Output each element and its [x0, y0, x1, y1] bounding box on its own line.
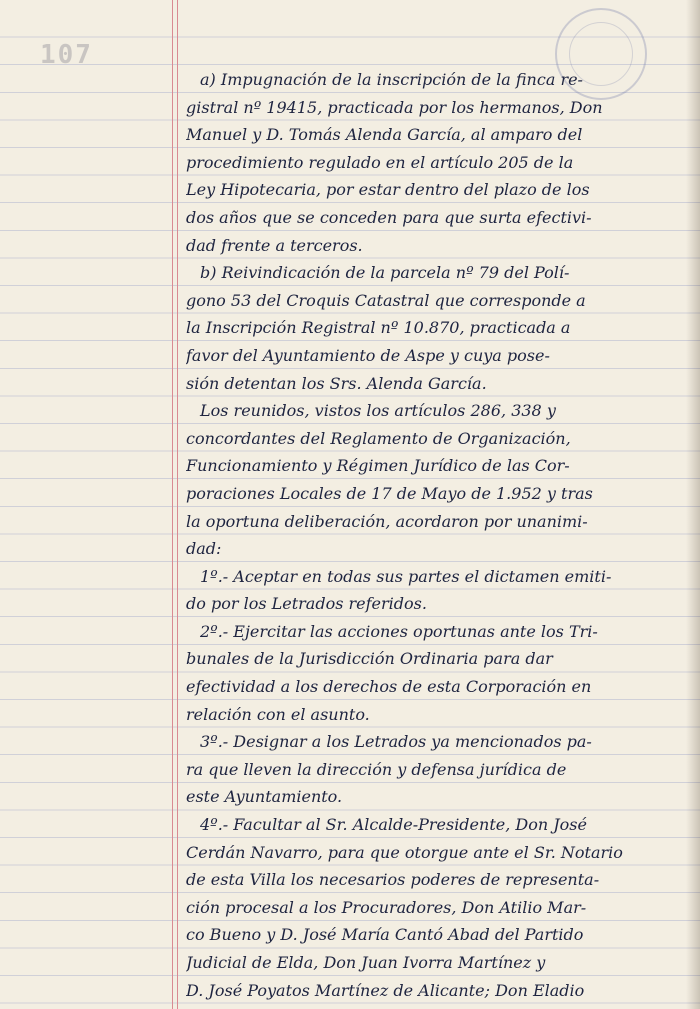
text-line: la oportuna deliberación, acordaron por unanimi-	[186, 511, 588, 531]
text-line: dad frente a terceros.	[186, 235, 363, 255]
text-line: do por los Letrados referidos.	[186, 594, 427, 614]
text-line: b) Reivindicación de la parcela nº 79 del Polí-	[200, 263, 570, 283]
text-line: de esta Villa los necesarios poderes de representa-	[186, 870, 600, 890]
text-line: 1º.- Aceptar en todas sus partes el dictamen emiti-	[200, 566, 612, 586]
text-line: Funcionamiento y Régimen Jurídico de las Cor-	[186, 456, 570, 476]
text-line: la Inscripción Registral nº 10.870, practicada a	[186, 318, 571, 338]
text-line: 3º.- Designar a los Letrados ya mencionados pa-	[200, 732, 592, 752]
handwritten-text-body	[186, 66, 676, 1004]
text-line: 2º.- Ejercitar las acciones oportunas ante los Tri-	[200, 621, 598, 641]
text-line: gistral nº 19415, practicada por los hermanos, Don	[186, 97, 603, 117]
text-line: Los reunidos, vistos los artículos 286, 338 y	[200, 401, 556, 421]
text-line: Judicial de Elda, Don Juan Ivorra Martínez y	[186, 953, 546, 972]
text-line: concordantes del Reglamento de Organización,	[186, 428, 571, 448]
text-line: Manuel y D. Tomás Alenda García, al amparo del	[186, 125, 583, 145]
page-edge-shadow	[686, 0, 700, 1009]
text-line: 4º.- Facultar al Sr. Alcalde-Presidente, Don José	[200, 815, 587, 835]
text-line: ra que lleven la dirección y defensa jurídica de	[186, 759, 567, 779]
text-line: dos años que se conceden para que surta efectivi-	[186, 207, 592, 227]
text-line: Ley Hipotecaria, por estar dentro del plazo de los	[186, 180, 590, 200]
text-line: relación con el asunto.	[186, 704, 370, 724]
text-line: dad:	[186, 539, 222, 559]
text-line: efectividad a los derechos de esta Corporación en	[186, 677, 592, 697]
page-number-stamp: 107	[40, 40, 93, 70]
margin-rule-left	[172, 0, 173, 1009]
text-line: gono 53 del Croquis Catastral que corresponde a	[186, 290, 586, 310]
text-line: procedimiento regulado en el artículo 205 de la	[186, 152, 574, 172]
text-line: ción procesal a los Procuradores, Don Atilio Mar-	[186, 897, 587, 917]
text-line: co Bueno y D. José María Cantó Abad del Partido	[186, 925, 584, 945]
text-line: favor del Ayuntamiento de Aspe y cuya pose-	[186, 345, 550, 365]
text-line: Cerdán Navarro, para que otorgue ante el Sr. Notario	[186, 842, 623, 862]
text-line: sión detentan los Srs. Alenda García.	[186, 373, 487, 393]
text-line: bunales de la Jurisdicción Ordinaria para dar	[186, 649, 553, 669]
text-line: poraciones Locales de 17 de Mayo de 1.952 y tras	[186, 483, 593, 503]
text-line: este Ayuntamiento.	[186, 787, 343, 807]
margin-rule-right	[177, 0, 178, 1009]
text-line: a) Impugnación de la inscripción de la finca re-	[200, 70, 583, 89]
text-line: D. José Poyatos Martínez de Alicante; Don Eladio	[186, 980, 585, 1000]
